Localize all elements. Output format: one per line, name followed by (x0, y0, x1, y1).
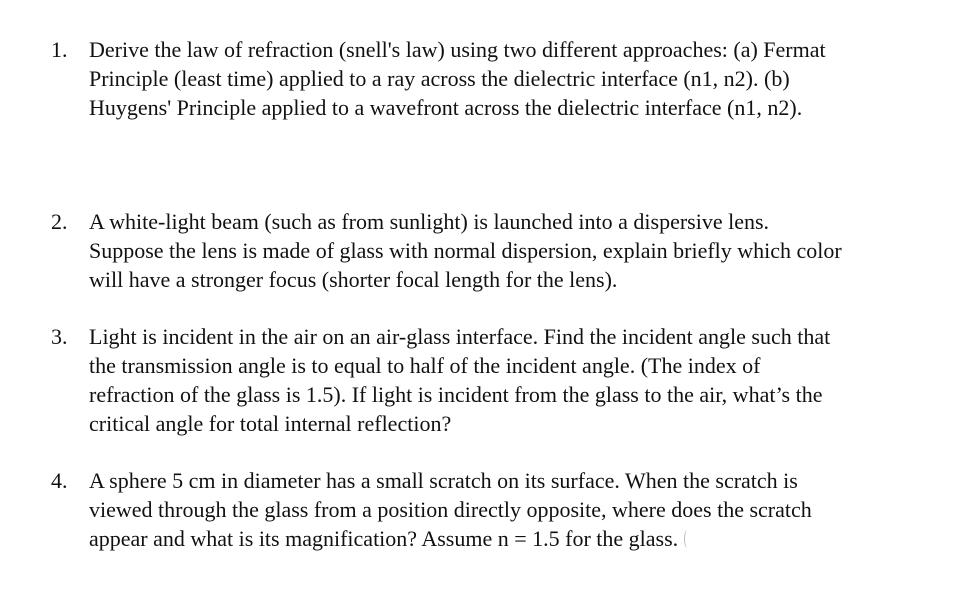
problem-line: Suppose the lens is made of glass with normal dispersion, explain briefly which color (89, 238, 842, 263)
problem-text (89, 207, 842, 294)
problem-text (89, 35, 826, 122)
problem-line: will have a stronger focus (shorter focal length for the lens). (89, 267, 618, 292)
problem-number: 3. (51, 324, 68, 349)
problem-text (89, 466, 812, 553)
problem-line-text: appear and what is its magnification? Assume n = 1.5 for the glass. (89, 526, 679, 551)
problem-text (89, 322, 830, 438)
problem-line: A white-light beam (such as from sunlight) is launched into a dispersive lens. (89, 209, 770, 234)
problem-line: A sphere 5 cm in diameter has a small scratch on its surface. When the scratch is (89, 468, 798, 493)
problem-line: Principle (least time) applied to a ray across the dielectric interface (n1, n2). (b) (89, 66, 790, 91)
problem-line: critical angle for total internal reflection? (89, 411, 452, 436)
text-cursor-mark (684, 530, 691, 548)
problem-number: 1. (51, 37, 68, 62)
problem-number: 2. (51, 209, 68, 234)
problem-number: 4. (51, 468, 68, 493)
problem-line: Light is incident in the air on an air-glass interface. Find the incident angle such that (89, 324, 831, 349)
problem-line: Huygens' Principle applied to a wavefront across the dielectric interface (n1, n2). (89, 95, 803, 120)
problem-line: Derive the law of refraction (snell's law) using two different approaches: (a) Fermat (89, 37, 826, 62)
problem-line: the transmission angle is to equal to half of the incident angle. (The index of (89, 353, 761, 378)
problem-line: refraction of the glass is 1.5). If light is incident from the glass to the air, what’s the (89, 382, 823, 407)
problem-line-last (89, 524, 812, 553)
problem-line: viewed through the glass from a position directly opposite, where does the scratch (89, 497, 812, 522)
